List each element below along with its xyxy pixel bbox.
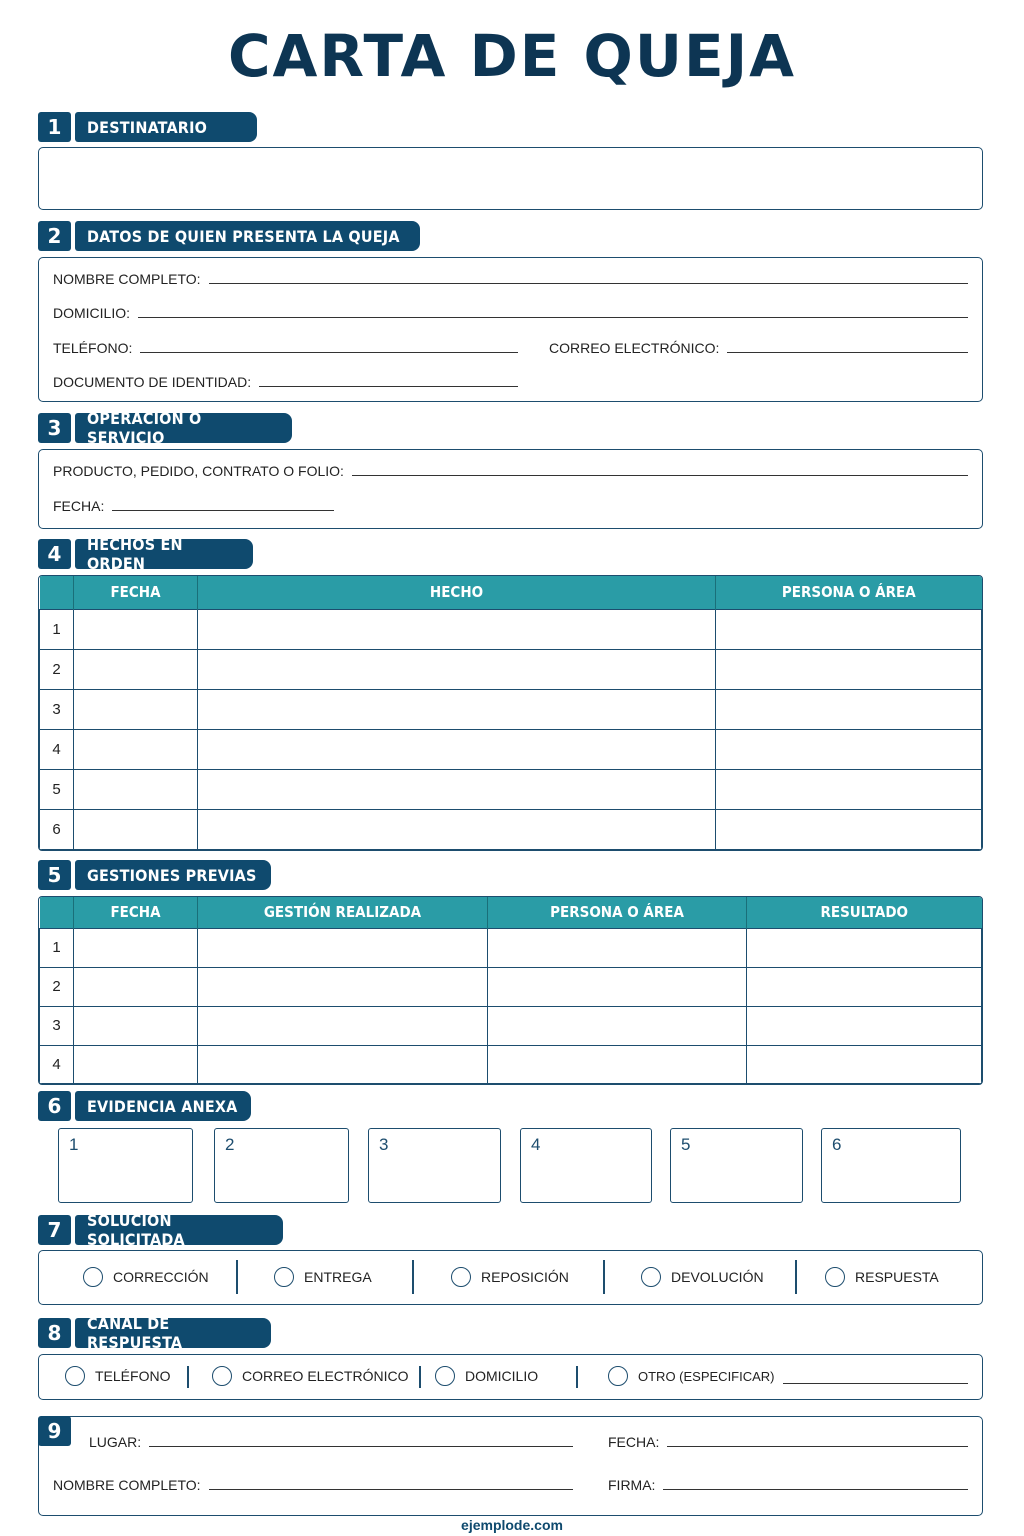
section-number: 8 (38, 1318, 71, 1348)
table-row (40, 1006, 982, 1045)
row-number: 6 (40, 809, 74, 849)
evidence-number: 3 (379, 1135, 389, 1154)
table-cell[interactable] (716, 689, 982, 729)
row-number: 4 (40, 729, 74, 769)
column-header (40, 576, 74, 609)
radio-icon[interactable] (608, 1366, 628, 1386)
row-number: 1 (40, 928, 74, 967)
previous-actions-table (38, 896, 983, 1085)
channel-option-domicilio[interactable] (435, 1366, 538, 1386)
table-cell[interactable] (74, 1045, 198, 1083)
table-cell[interactable] (488, 967, 747, 1006)
radio-icon[interactable] (435, 1366, 455, 1386)
evidence-number: 6 (832, 1135, 842, 1154)
solution-option-respuesta[interactable] (825, 1267, 939, 1287)
radio-icon[interactable] (212, 1366, 232, 1386)
field-label: NOMBRE COMPLETO: (53, 1477, 201, 1493)
table-cell[interactable] (198, 729, 716, 769)
table-cell[interactable] (716, 729, 982, 769)
signature-box (38, 1416, 983, 1516)
channel-option-otro[interactable] (608, 1366, 968, 1386)
column-header: HECHO (198, 576, 716, 609)
id-document-field[interactable] (53, 374, 518, 390)
divider (795, 1260, 797, 1294)
channel-option-correo[interactable] (212, 1366, 408, 1386)
table-cell[interactable] (747, 1006, 982, 1045)
solution-option-entrega[interactable] (274, 1267, 372, 1287)
option-label: ENTREGA (304, 1269, 372, 1285)
row-number: 1 (40, 609, 74, 649)
table-cell[interactable] (198, 689, 716, 729)
evidence-number: 5 (681, 1135, 691, 1154)
field-label: FIRMA: (608, 1477, 656, 1493)
field-label: FECHA: (53, 498, 105, 514)
section-5-header (38, 860, 271, 890)
channel-option-telefono[interactable] (65, 1366, 170, 1386)
column-header: PERSONA O ÁREA (716, 576, 982, 609)
recipient-field[interactable] (38, 147, 983, 210)
table-cell[interactable] (198, 1006, 488, 1045)
email-field[interactable] (549, 340, 968, 356)
table-cell[interactable] (716, 769, 982, 809)
section-number: 2 (38, 221, 71, 251)
page-title: CARTA DE QUEJA (227, 22, 797, 90)
evidence-number: 2 (225, 1135, 235, 1154)
row-number: 3 (40, 689, 74, 729)
divider (187, 1366, 189, 1388)
table-cell[interactable] (198, 1045, 488, 1083)
solution-option-reposicion[interactable] (451, 1267, 569, 1287)
evidence-box[interactable] (368, 1128, 501, 1203)
section-label: GESTIONES PREVIAS (75, 860, 271, 890)
section-1-header (38, 112, 257, 142)
field-label: TELÉFONO: (53, 340, 133, 356)
radio-icon[interactable] (274, 1267, 294, 1287)
table-row (40, 649, 982, 689)
field-label: LUGAR: (89, 1434, 142, 1450)
divider (576, 1366, 578, 1388)
full-name-field[interactable] (53, 271, 968, 287)
section-3-header (38, 409, 292, 447)
section-number: 1 (38, 112, 71, 142)
table-cell[interactable] (488, 928, 747, 967)
section-label: CANAL DE RESPUESTA (75, 1318, 271, 1348)
radio-icon[interactable] (825, 1267, 845, 1287)
table-cell[interactable] (198, 809, 716, 849)
section-number: 3 (38, 413, 71, 443)
section-8-header (38, 1314, 271, 1352)
table-row (40, 609, 982, 649)
evidence-number: 4 (531, 1135, 541, 1154)
radio-icon[interactable] (451, 1267, 471, 1287)
table-cell[interactable] (74, 928, 198, 967)
table-row (40, 809, 982, 849)
table-cell[interactable] (74, 967, 198, 1006)
column-header: PERSONA O ÁREA (488, 897, 747, 928)
table-cell[interactable] (74, 809, 198, 849)
table-cell[interactable] (198, 609, 716, 649)
field-label: CORREO ELECTRÓNICO: (549, 340, 720, 356)
section-label: DESTINATARIO (75, 112, 257, 142)
footer-brand: ejemplode.com (461, 1517, 563, 1533)
column-header: FECHA (74, 897, 198, 928)
radio-icon[interactable] (65, 1366, 85, 1386)
signature-field[interactable] (608, 1477, 968, 1493)
field-label: NOMBRE COMPLETO: (53, 271, 201, 287)
section-label: SOLUCIÓN SOLICITADA (75, 1215, 283, 1245)
signer-name-field[interactable] (53, 1477, 573, 1493)
option-label: DOMICILIO (465, 1368, 539, 1384)
table-row (40, 689, 982, 729)
row-number: 3 (40, 1006, 74, 1045)
section-number: 5 (38, 860, 71, 890)
table-cell[interactable] (198, 967, 488, 1006)
section-number: 6 (38, 1091, 71, 1121)
field-label: PRODUCTO, PEDIDO, CONTRATO O FOLIO: (53, 463, 344, 479)
divider (236, 1260, 238, 1294)
table-cell[interactable] (716, 649, 982, 689)
option-label: REPOSICIÓN (481, 1269, 569, 1285)
divider (412, 1260, 414, 1294)
radio-icon[interactable] (83, 1267, 103, 1287)
table-row (40, 729, 982, 769)
table-row (40, 769, 982, 809)
evidence-box[interactable] (670, 1128, 803, 1203)
phone-field[interactable] (53, 340, 518, 356)
table-cell[interactable] (488, 1006, 747, 1045)
solution-option-devolucion[interactable] (641, 1267, 764, 1287)
evidence-box[interactable] (214, 1128, 349, 1203)
option-label: CORREO ELECTRÓNICO (242, 1368, 409, 1384)
section-label: DATOS DE QUIEN PRESENTA LA QUEJA (75, 221, 420, 251)
section-7-header (38, 1211, 283, 1249)
section-2-header (38, 221, 420, 251)
divider (419, 1366, 421, 1388)
field-label: DOCUMENTO DE IDENTIDAD: (53, 374, 252, 390)
option-label: CORRECCIÓN (113, 1269, 209, 1285)
row-number: 2 (40, 967, 74, 1006)
section-number: 9 (38, 1416, 71, 1446)
column-header: GESTIÓN REALIZADA (198, 897, 488, 928)
table-cell[interactable] (198, 769, 716, 809)
table-cell[interactable] (747, 1045, 982, 1083)
table-cell[interactable] (74, 609, 198, 649)
place-field[interactable] (89, 1434, 573, 1450)
table-cell[interactable] (747, 967, 982, 1006)
date-field[interactable] (608, 1434, 968, 1450)
table-row (40, 967, 982, 1006)
table-cell[interactable] (198, 649, 716, 689)
option-label: RESPUESTA (855, 1269, 939, 1285)
row-number: 4 (40, 1045, 74, 1083)
table-cell[interactable] (74, 729, 198, 769)
table-row (40, 928, 982, 967)
solution-option-correccion[interactable] (83, 1267, 209, 1287)
operation-date-field[interactable] (53, 498, 334, 514)
section-label: OPERACIÓN O SERVICIO (75, 413, 292, 443)
field-label: DOMICILIO: (53, 305, 131, 321)
product-field[interactable] (53, 463, 968, 479)
option-label: OTRO (ESPECIFICAR) (638, 1368, 775, 1384)
option-label: TELÉFONO (95, 1368, 171, 1384)
evidence-box[interactable] (821, 1128, 961, 1203)
row-number: 5 (40, 769, 74, 809)
table-cell[interactable] (198, 928, 488, 967)
radio-icon[interactable] (641, 1267, 661, 1287)
section-label: HECHOS EN ORDEN (75, 539, 253, 569)
evidence-number: 1 (69, 1135, 79, 1154)
table-cell[interactable] (488, 1045, 747, 1083)
section-number: 7 (38, 1215, 71, 1245)
column-header (40, 897, 74, 928)
specify-line[interactable] (783, 1383, 968, 1384)
table-row (40, 1045, 982, 1083)
column-header: RESULTADO (747, 897, 982, 928)
field-label: FECHA: (608, 1434, 660, 1450)
table-cell[interactable] (716, 809, 982, 849)
section-4-header (38, 535, 253, 573)
divider (603, 1260, 605, 1294)
evidence-box[interactable] (520, 1128, 652, 1203)
column-header: FECHA (74, 576, 198, 609)
evidence-box[interactable] (58, 1128, 193, 1203)
section-number: 4 (38, 539, 71, 569)
operation-box (38, 449, 983, 529)
facts-table (38, 575, 983, 851)
table-cell[interactable] (74, 769, 198, 809)
option-label: DEVOLUCIÓN (671, 1269, 764, 1285)
row-number: 2 (40, 649, 74, 689)
table-cell[interactable] (74, 689, 198, 729)
table-cell[interactable] (74, 649, 198, 689)
section-6-header (38, 1091, 251, 1121)
address-field[interactable] (53, 305, 968, 321)
section-label: EVIDENCIA ANEXA (75, 1091, 251, 1121)
table-cell[interactable] (74, 1006, 198, 1045)
table-cell[interactable] (747, 928, 982, 967)
table-cell[interactable] (716, 609, 982, 649)
